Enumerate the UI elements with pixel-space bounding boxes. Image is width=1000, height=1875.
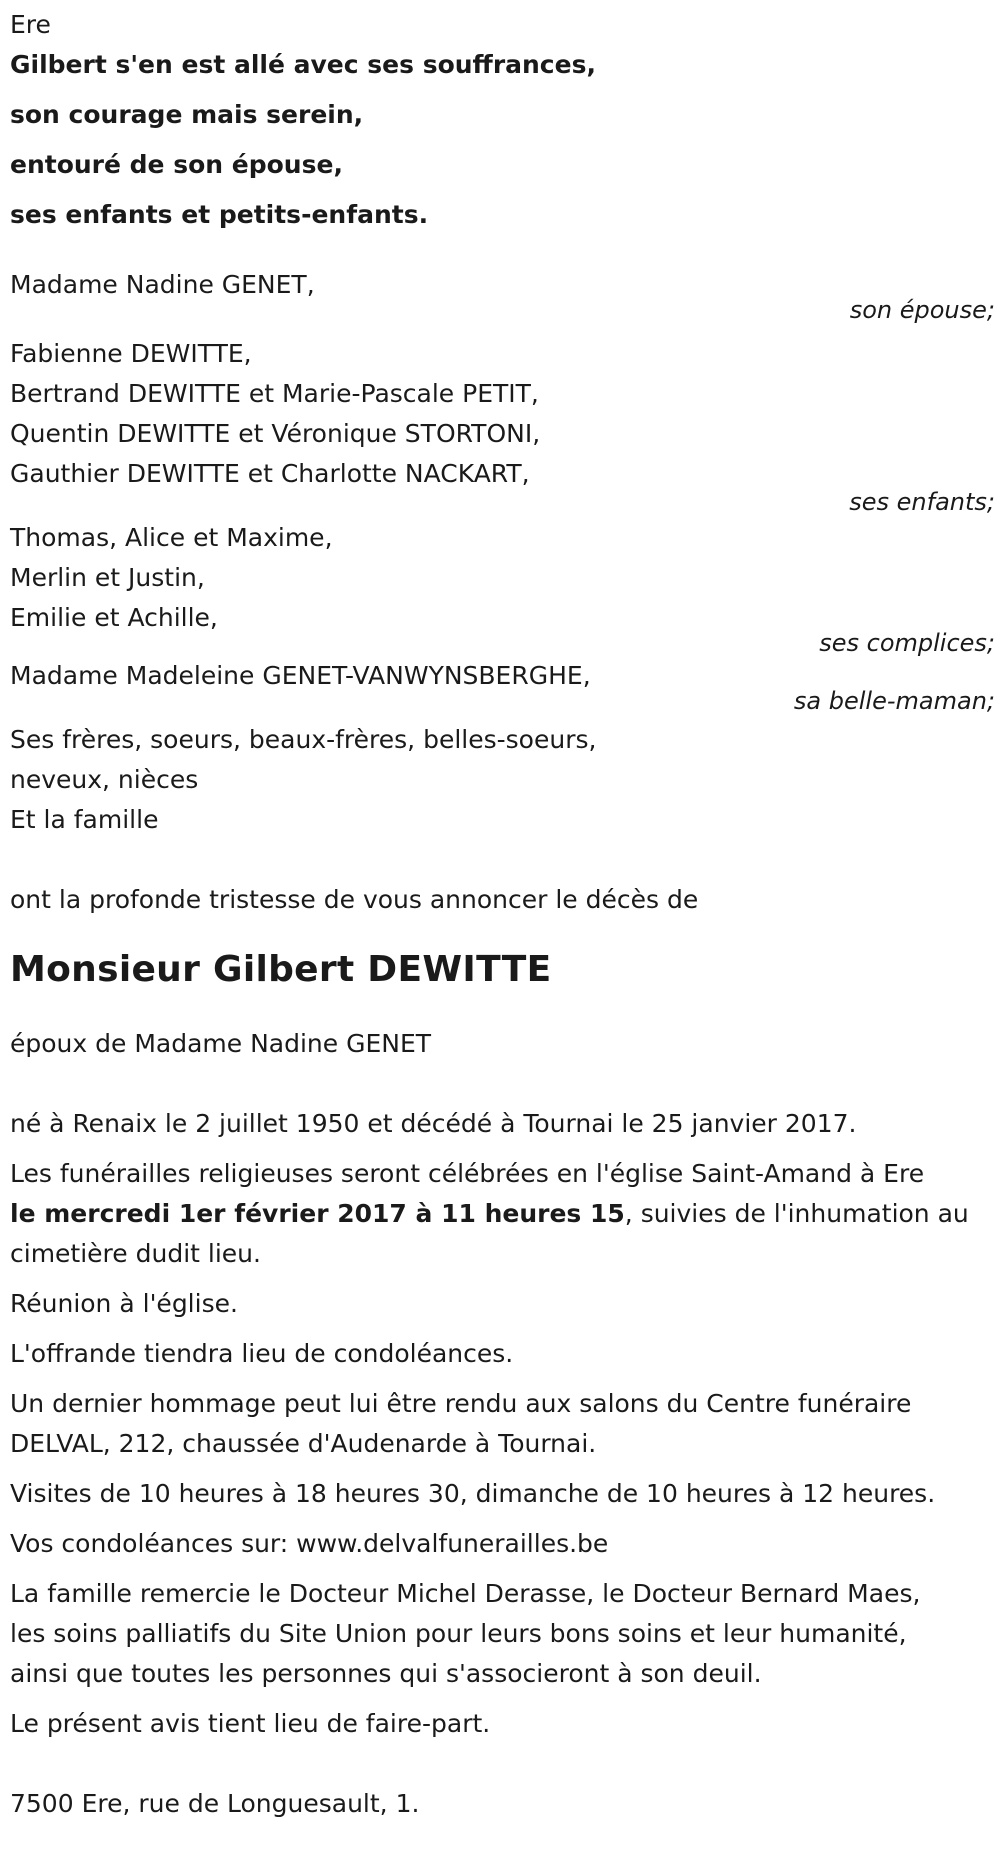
intro-verse — [10, 45, 995, 235]
family-name: Ses frères, soeurs, beaux-frères, belles-soeurs, — [10, 725, 597, 754]
visits-note: Visites de 10 heures à 18 heures 30, dimanche de 10 heures à 12 heures. — [10, 1479, 936, 1508]
intro-line: Gilbert s'en est allé avec ses souffrances, — [10, 50, 596, 79]
family-name: Bertrand DEWITTE et Marie-Pascale PETIT, — [10, 379, 539, 408]
family-name: Madame Nadine GENET, — [10, 270, 315, 299]
condolences-note: Vos condoléances sur: www.delvalfunerailles.be — [10, 1529, 609, 1558]
relation-label: sa belle-maman; — [793, 687, 995, 715]
funeral-details — [10, 1154, 995, 1274]
funeral-line: cimetière dudit lieu. — [10, 1239, 261, 1268]
family-name: Et la famille — [10, 805, 159, 834]
family-name: Gauthier DEWITTE et Charlotte NACKART, — [10, 459, 530, 488]
thanks-line: les soins palliatifs du Site Union pour leurs bons soins et leur humanité, — [10, 1619, 907, 1648]
family-grandchildren — [10, 518, 995, 656]
tribute-line: DELVAL, 212, chaussée d'Audenarde à Tournai. — [10, 1429, 597, 1458]
address: 7500 Ere, rue de Longuesault, 1. — [10, 1789, 420, 1818]
family-spouse — [10, 265, 995, 329]
notice-note: Le présent avis tient lieu de faire-part. — [10, 1709, 491, 1738]
family-children — [10, 334, 995, 518]
meeting-note: Réunion à l'église. — [10, 1289, 238, 1318]
obituary-notice — [10, 5, 995, 1824]
announcement: ont la profonde tristesse de vous annoncer le décès de — [10, 885, 699, 914]
funeral-line-rest: , suivies de l'inhumation au — [624, 1199, 969, 1228]
thanks-line: La famille remercie le Docteur Michel Derasse, le Docteur Bernard Maes, — [10, 1579, 921, 1608]
intro-line: son courage mais serein, — [10, 100, 364, 129]
relation-label: ses complices; — [819, 629, 995, 657]
tribute-note — [10, 1384, 995, 1464]
intro-line: entouré de son épouse, — [10, 150, 343, 179]
birth-death: né à Renaix le 2 juillet 1950 et décédé à Tournai le 25 janvier 2017. — [10, 1109, 857, 1138]
thanks-note — [10, 1574, 995, 1694]
offering-note: L'offrande tiendra lieu de condoléances. — [10, 1339, 514, 1368]
funeral-line: Les funérailles religieuses seront célébrées en l'église Saint-Amand à Ere — [10, 1159, 925, 1188]
thanks-line: ainsi que toutes les personnes qui s'associeront à son deuil. — [10, 1659, 762, 1688]
funeral-line — [10, 1194, 995, 1234]
family-name: Madame Madeleine GENET-VANWYNSBERGHE, — [10, 661, 591, 690]
family-name: Emilie et Achille, — [10, 603, 218, 632]
relation-label: son épouse; — [849, 296, 995, 324]
family-name: neveux, nièces — [10, 765, 199, 794]
family-others — [10, 720, 995, 840]
deceased-name: Monsieur Gilbert DEWITTE — [10, 949, 552, 990]
family-name: Quentin DEWITTE et Véronique STORTONI, — [10, 419, 541, 448]
family-name: Fabienne DEWITTE, — [10, 339, 252, 368]
relation-label: ses enfants; — [849, 488, 995, 516]
place-heading: Ere — [10, 10, 51, 39]
family-mother-in-law — [10, 656, 995, 720]
family-name: Merlin et Justin, — [10, 563, 205, 592]
spouse-of: époux de Madame Nadine GENET — [10, 1029, 432, 1058]
intro-line: ses enfants et petits-enfants. — [10, 200, 429, 229]
funeral-date: le mercredi 1er février 2017 à 11 heures 15 — [10, 1199, 625, 1228]
family-name: Thomas, Alice et Maxime, — [10, 523, 333, 552]
tribute-line: Un dernier hommage peut lui être rendu aux salons du Centre funéraire — [10, 1389, 912, 1418]
